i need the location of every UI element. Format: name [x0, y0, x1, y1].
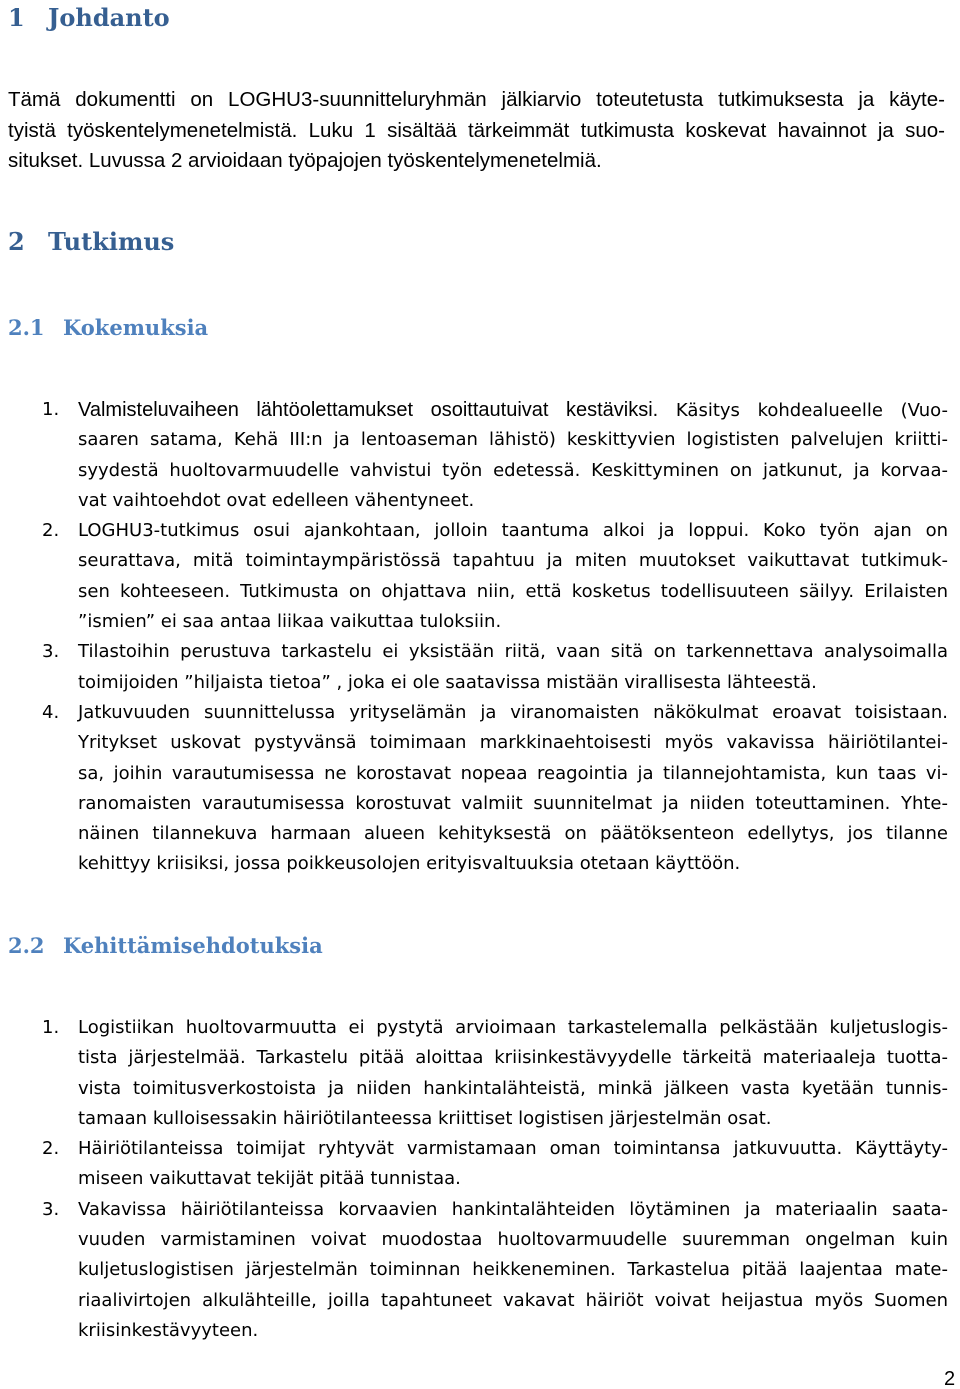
list-item [0, 1134, 948, 1195]
list-item [0, 516, 948, 637]
text-line: Häiriötilanteissa toimijat ryhtyvät varmistamaan oman toimintansa jatkuvuutta. Käyttäyty- [78, 1138, 948, 1160]
intro-paragraph [8, 85, 945, 177]
text-line: tyistä työskentelymenetelmistä. Luku 1 sisältää tärkeimmät tutkimusta koskevat havainnot ja suo- [8, 118, 945, 142]
heading-number: 2.2 [8, 933, 45, 958]
heading-title: Kokemuksia [63, 315, 209, 340]
text-line [78, 395, 948, 425]
text-line: seurattava, mitä toimintaympäristössä tapahtuu ja miten muutokset vaikuttavat tutkimuk- [78, 550, 948, 572]
text-line: Yritykset uskovat pystyvänsä toimimaan markkinaehtoisesti myös vakavissa häiriötilantei- [78, 732, 948, 754]
heading-title: Kehittämisehdotuksia [63, 933, 323, 958]
heading-title: Johdanto [48, 3, 170, 32]
text-line: LOGHU3-tutkimus osui ajankohtaan, jolloin taantuma alkoi ja loppui. Koko työn ajan on [78, 520, 948, 542]
list-item [0, 637, 948, 698]
text-segment: Käsitys kohdealueelle (Vuo- [675, 400, 948, 421]
text-line: tamaan kulloisessakin häiriötilanteessa kriittiset logistisen järjestelmän osat. [78, 1107, 772, 1129]
text-line: situkset. Luvussa 2 arvioidaan työpajojen työskentelymenetelmiä. [8, 149, 602, 172]
text-line: sa, joihin varautumisessa ne korostavat nopeaa reagointia ja tilannejohtamista, kun taas vi- [78, 762, 948, 784]
text-line: ranomaisten varautumisessa korostuvat valmiit suunnitelmat ja niiden toteuttaminen. Yhte- [78, 792, 948, 814]
text-line: näinen tilannekuva harmaan alueen kehityksestä on päätöksenteon edellytys, jos tilanne [78, 823, 948, 845]
page-number: 2 [944, 1368, 956, 1389]
text-line: miseen vaikuttavat tekijät pitää tunnistaa. [78, 1168, 461, 1190]
text-line: vista toimitusverkostoista ja niiden hankintalähteistä, minkä jälkeen vasta kyetään tunnis- [78, 1077, 948, 1099]
heading-number: 2 [8, 227, 25, 256]
subsection-heading [8, 313, 208, 343]
list-marker: 1. [42, 1017, 60, 1038]
list-marker: 4. [42, 701, 60, 723]
list-item [0, 395, 948, 516]
heading-title: Tutkimus [48, 227, 175, 256]
text-line: vat vaihtoehdot ovat edelleen vähentyneet. [78, 489, 475, 511]
suggestions-list [0, 1013, 948, 1346]
text-line: vuuden varmistaminen voivat muodostaa huoltovarmuudelle suuremman ongelman kuin [78, 1229, 948, 1251]
text-line: kriisinkestävyyteen. [78, 1319, 259, 1341]
list-marker: 3. [42, 1198, 60, 1220]
text-line: riaalivirtojen alkulähteille, joilla tapahtuneet vakavat häiriöt voivat heijastua myös Suomen [78, 1289, 948, 1311]
text-line: sen kohteeseen. Tutkimusta on ohjattava niin, että kosketus todellisuuteen säilyy. Erilaisten [78, 580, 948, 602]
text-line: Vakavissa häiriötilanteissa korvaavien hankintalähteiden löytäminen ja materiaalin saata- [78, 1198, 948, 1220]
list-item [0, 1195, 948, 1346]
text-line: Jatkuvuuden suunnittelussa yrityselämän ja viranomaisten näkökulmat eroavat toisistaan. [78, 701, 948, 723]
list-item [0, 1013, 948, 1134]
list-item [0, 698, 948, 880]
heading-number: 2.1 [8, 315, 45, 340]
text-line: Tämä dokumentti on LOGHU3-suunnitteluryhmän jälkiarvio toteutetusta tutkimuksesta ja käyte- [8, 88, 945, 111]
list-marker: 2. [42, 520, 60, 542]
heading-number: 1 [8, 3, 25, 32]
list-marker: 2. [42, 1138, 60, 1160]
subsection-heading [8, 931, 323, 961]
text-line: Tilastoihin perustuva tarkastelu ei yksistään riitä, vaan sitä on tarkennettava analysoimalla [78, 641, 948, 663]
findings-list [0, 395, 948, 880]
text-line: toimijoiden ”hiljaista tietoa” , joka ei ole saatavissa mistään virallisesta lähteestä. [78, 671, 817, 693]
text-line: Logistiikan huoltovarmuutta ei pystytä arvioimaan tarkastelemalla pelkästään kuljetuslogis- [78, 1017, 948, 1038]
list-marker: 1. [42, 399, 60, 420]
text-line: saaren satama, Kehä III:n ja lentoaseman lähistö) keskittyvien logististen palvelujen kriitti- [78, 429, 948, 451]
text-segment: Valmisteluvaiheen lähtöolettamukset osoittautuivat kestäviksi. [78, 399, 659, 421]
text-line: kehittyy kriisiksi, jossa poikkeusolojen erityisvaltuuksia otetaan käyttöön. [78, 853, 741, 875]
text-line: syydestä huoltovarmuudelle vahvistui työn edetessä. Keskittyminen on jatkunut, ja korvaa- [78, 459, 948, 481]
text-line: ”ismien” ei saa antaa liikaa vaikuttaa tuloksiin. [78, 611, 502, 633]
section-heading [8, 224, 174, 260]
text-line: kuljetuslogistisen järjestelmän toiminnan heikkeneminen. Tarkastelua pitää laajentaa mate- [78, 1259, 948, 1281]
section-heading [8, 0, 170, 36]
list-marker: 3. [42, 641, 60, 663]
text-line: tista järjestelmää. Tarkastelu pitää aloittaa kriisinkestävyydelle tärkeitä materiaaleja tuotta- [78, 1047, 948, 1069]
